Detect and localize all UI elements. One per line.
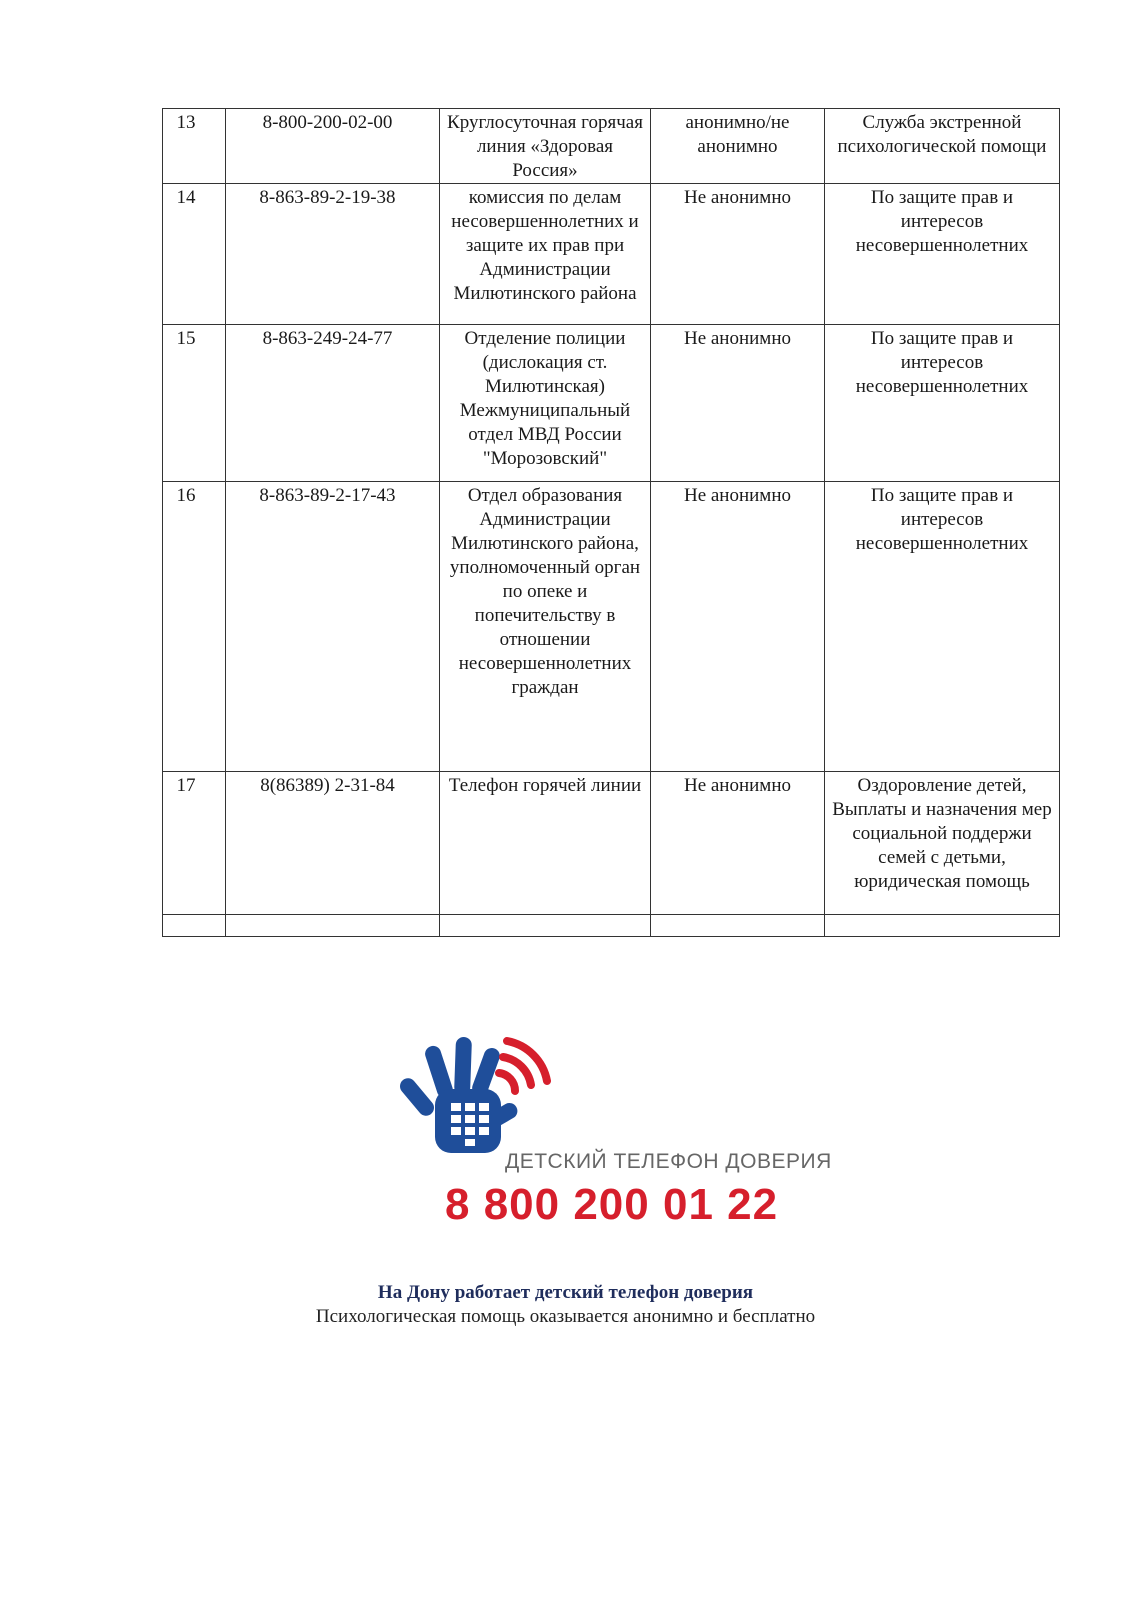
organization-name: Отдел образования Администрации Милютинского района, уполномоченный орган по опеке и попечительству в отношении несовершеннолетних граждан xyxy=(440,482,651,772)
organization-name: Круглосуточная горячая линия «Здоровая Россия» xyxy=(440,109,651,184)
services-table xyxy=(162,108,1060,937)
anonymity: Не анонимно xyxy=(651,772,825,915)
table-row xyxy=(163,482,1060,772)
empty-cell xyxy=(825,915,1060,937)
phone-number: 8(86389) 2-31-84 xyxy=(226,772,440,915)
table-row xyxy=(163,772,1060,915)
service-type: Служба экстренной психологической помощи xyxy=(825,109,1060,184)
service-type: Оздоровление детей, Выплаты и назначения мер социальной поддержи семей с детьми, юридическая помощь xyxy=(825,772,1060,915)
service-type: По защите прав и интересов несовершеннолетних xyxy=(825,482,1060,772)
service-type: По защите прав и интересов несовершеннолетних xyxy=(825,325,1060,482)
logo-phone-number: 8 800 200 01 22 xyxy=(445,1180,779,1229)
phone-number: 8-863-89-2-19-38 xyxy=(226,184,440,325)
phone-number: 8-863-249-24-77 xyxy=(226,325,440,482)
empty-cell xyxy=(440,915,651,937)
service-type: По защите прав и интересов несовершеннолетних xyxy=(825,184,1060,325)
logo-caption: ДЕТСКИЙ ТЕЛЕФОН ДОВЕРИЯ xyxy=(505,1150,832,1173)
caption-title: На Дону работает детский телефон доверия xyxy=(377,1282,754,1303)
empty-cell xyxy=(226,915,440,937)
organization-name: комиссия по делам несовершеннолетних и защите их прав при Администрации Милютинского района xyxy=(440,184,651,325)
helpline-logo xyxy=(395,1035,832,1235)
empty-cell xyxy=(163,915,226,937)
anonymity: Не анонимно xyxy=(651,482,825,772)
row-number: 15 xyxy=(163,325,226,482)
phone-number: 8-800-200-02-00 xyxy=(226,109,440,184)
organization-name: Телефон горячей линии xyxy=(440,772,651,915)
anonymity: Не анонимно xyxy=(651,325,825,482)
anonymity: Не анонимно xyxy=(651,184,825,325)
row-number: 16 xyxy=(163,482,226,772)
table-row-empty xyxy=(163,915,1060,937)
table-row xyxy=(163,325,1060,482)
row-number: 17 xyxy=(163,772,226,915)
caption-subtitle: Психологическая помощь оказывается анонимно и бесплатно xyxy=(315,1306,816,1327)
anonymity: анонимно/не анонимно xyxy=(651,109,825,184)
row-number: 13 xyxy=(163,109,226,184)
organization-name: Отделение полиции (дислокация ст. Милютинская) Межмуниципальный отдел МВД России "Морозовский" xyxy=(440,325,651,482)
empty-cell xyxy=(651,915,825,937)
row-number: 14 xyxy=(163,184,226,325)
table-row xyxy=(163,184,1060,325)
table-row xyxy=(163,109,1060,184)
phone-number: 8-863-89-2-17-43 xyxy=(226,482,440,772)
hand-phone-icon xyxy=(395,1035,615,1165)
